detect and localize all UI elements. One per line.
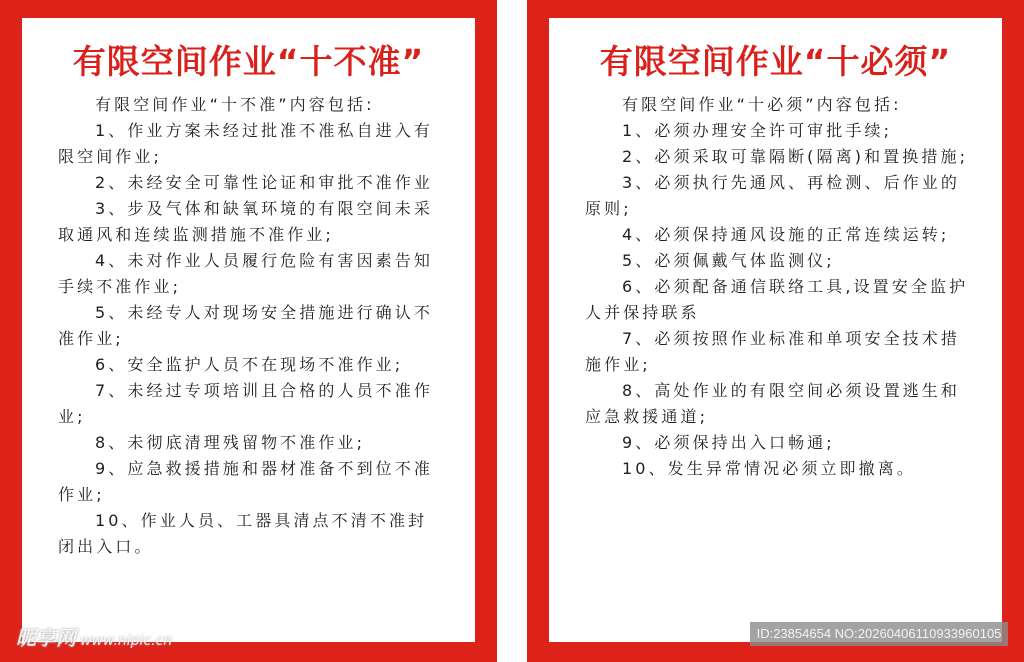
list-item: 7、未经过专项培训且合格的人员不准作业; [58,381,433,426]
list-item: 6、安全监护人员不在现场不准作业; [95,355,404,374]
poster-body [585,92,973,482]
poster-content [549,18,1002,642]
list-item: 1、作业方案未经过批准不准私自进入有限空间作业; [58,121,433,166]
list-item: 4、未对作业人员履行危险有害因素告知手续不准作业; [58,251,433,296]
list-item: 6、必须配备通信联络工具,设置安全监护人并保持联系 [585,277,969,322]
intro-text: 有限空间作业“十必须”内容包括: [622,95,902,114]
poster-title: 有限空间作业“十不准” [72,42,425,81]
ten-prohibitions-poster [0,0,497,662]
poster-body [58,92,446,560]
list-item: 3、必须执行先通风、再检测、后作业的原则; [585,173,960,218]
watermark-logo-text: 昵享网 [16,626,76,650]
list-item: 10、作业人员、工器具清点不清不准封闭出入口。 [58,511,428,556]
list-item: 9、应急救援措施和器材准备不到位不准作业; [58,459,433,504]
list-item: 9、必须保持出入口畅通; [622,433,835,452]
watermark-id: ID:23854654 NO:20260406110933960105 [750,622,1008,646]
list-item: 5、必须佩戴气体监测仪; [622,251,835,270]
list-item: 8、高处作业的有限空间必须设置逃生和应急救援通道; [585,381,960,426]
poster-content [22,18,475,642]
list-item: 1、必须办理安全许可审批手续; [622,121,893,140]
watermark-url: www.nipic.cn [80,633,173,649]
list-item: 2、必须采取可靠隔断(隔离)和置换措施; [622,147,969,166]
list-item: 5、未经专人对现场安全措施进行确认不准作业; [58,303,433,348]
watermark-logo [16,622,172,651]
list-item: 10、发生异常情况必须立即撤离。 [622,459,916,478]
list-item: 3、步及气体和缺氧环境的有限空间未采取通风和连续监测措施不准作业; [58,199,433,244]
list-item: 7、必须按照作业标准和单项安全技术措施作业; [585,329,960,374]
poster-title: 有限空间作业“十必须” [599,42,952,81]
list-item: 4、必须保持通风设施的正常连续运转; [622,225,950,244]
list-item: 8、未彻底清理残留物不准作业; [95,433,366,452]
ten-musts-poster [527,0,1024,662]
intro-text: 有限空间作业“十不准”内容包括: [95,95,375,114]
list-item: 2、未经安全可靠性论证和审批不准作业 [95,173,433,192]
